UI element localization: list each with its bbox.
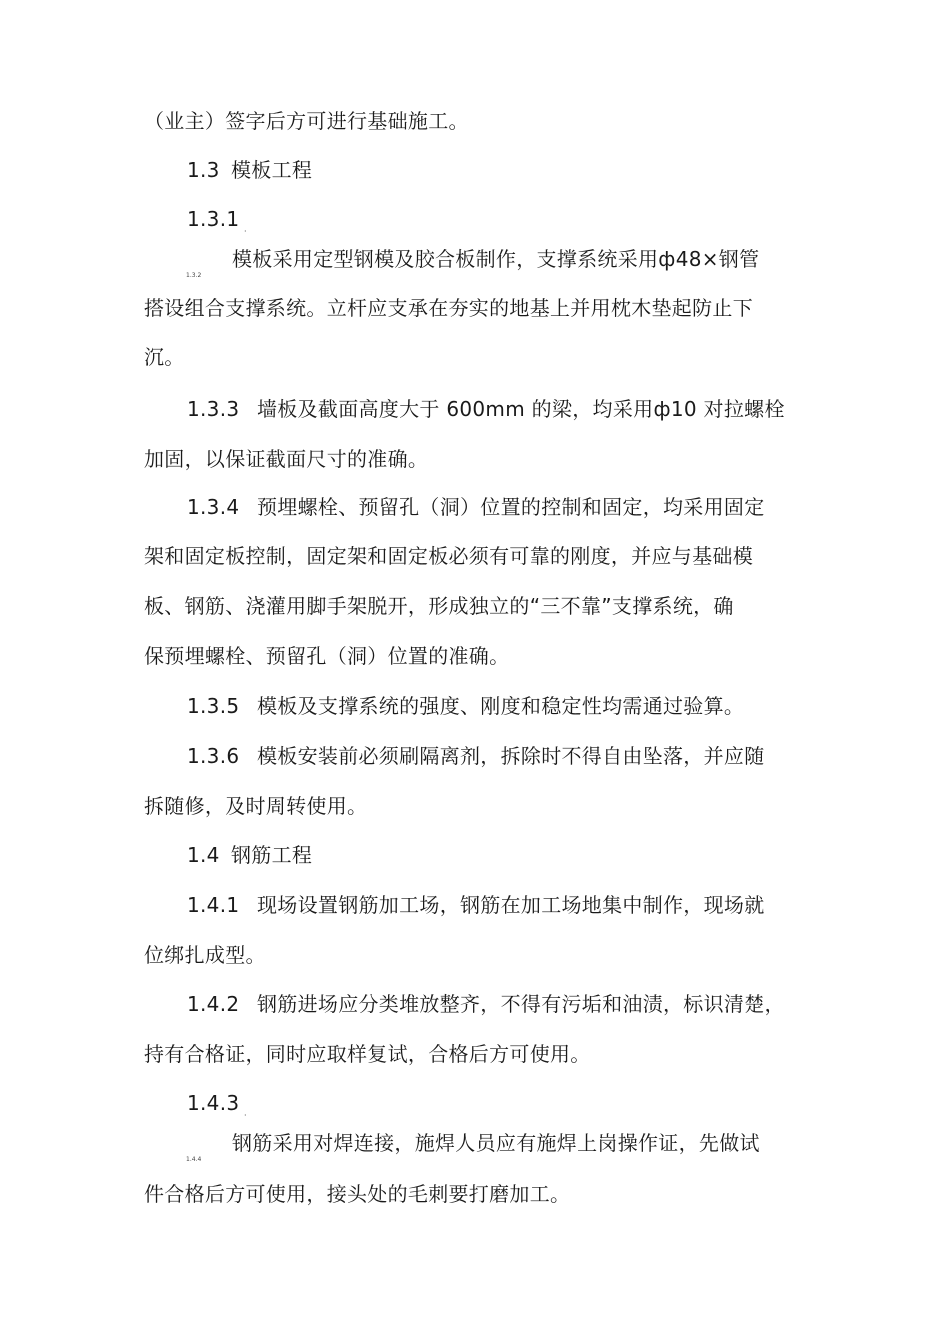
clause-number-small: 1.4.4 <box>186 1156 202 1163</box>
clause-1-3-5 <box>187 691 744 721</box>
section-title: 钢筋工程 <box>231 843 313 867</box>
paragraph-line <box>144 106 469 136</box>
clause-number: 1.3.5 <box>187 694 240 718</box>
paragraph-line <box>232 1128 760 1158</box>
paragraph-line <box>144 541 753 571</box>
clause-number: 1.3.3 <box>187 397 240 421</box>
paragraph-line <box>144 293 753 323</box>
text: 加固，以保证截面尺寸的准确。 <box>144 447 429 471</box>
clause-number: 1.3.4 <box>187 495 240 519</box>
text: 墙板及截面高度大于 600mm 的梁，均采用ф10 对拉螺栓 <box>257 397 785 421</box>
text: 模板安装前必须刷隔离剂，拆除时不得自由坠落，并应随 <box>257 744 765 768</box>
clause-number: 1.4.2 <box>187 992 240 1016</box>
clause-number: 1.4.3 <box>187 1091 240 1115</box>
clause-number-small: 1.3.2 <box>186 272 202 279</box>
section-number: 1.3 <box>187 158 220 182</box>
clause-1-3-4 <box>187 492 765 522</box>
text: 件合格后方可使用，接头处的毛刺要打磨加工。 <box>144 1182 571 1206</box>
paragraph-line <box>144 641 509 671</box>
paragraph-line <box>144 342 185 372</box>
text: 钢筋进场应分类堆放整齐，不得有污垢和油渍，标识清楚， <box>257 992 785 1016</box>
text: 模板采用定型钢模及胶合板制作，支撑系统采用ф48×钢管 <box>232 247 760 271</box>
text: 位绑扎成型。 <box>144 943 266 967</box>
clause-number: 1.4.1 <box>187 893 240 917</box>
text: 沉。 <box>144 345 185 369</box>
paragraph-line <box>144 591 734 621</box>
text: 现场设置钢筋加工场，钢筋在加工场地集中制作，现场就 <box>257 893 765 917</box>
text: 架和固定板控制，固定架和固定板必须有可靠的刚度，并应与基础模 <box>144 544 753 568</box>
paragraph-line <box>232 244 759 274</box>
text: 预埋螺栓、预留孔（洞）位置的控制和固定，均采用固定 <box>257 495 765 519</box>
text: （业主）签字后方可进行基础施工。 <box>144 109 469 133</box>
paragraph-line <box>144 940 266 970</box>
paragraph-line <box>144 1179 570 1209</box>
section-heading-1-4 <box>187 840 312 870</box>
text: 保预埋螺栓、预留孔（洞）位置的准确。 <box>144 644 510 668</box>
paragraph-line <box>144 1039 591 1069</box>
clause-1-4-2 <box>187 989 785 1019</box>
clause-number: 1.3.6 <box>187 744 240 768</box>
text: 钢筋采用对焊连接，施焊人员应有施焊上岗操作证，先做试 <box>232 1131 760 1155</box>
clause-1-4-1 <box>187 890 765 920</box>
clause-number-1-4-3 <box>187 1088 239 1118</box>
stray-mark: · <box>244 227 247 236</box>
section-title: 模板工程 <box>231 158 313 182</box>
text: 搭设组合支撑系统。立杆应支承在夯实的地基上并用枕木垫起防止下 <box>144 296 753 320</box>
clause-number: 1.3.1 <box>187 207 240 231</box>
stray-mark: · <box>244 1111 247 1120</box>
clause-1-3-3 <box>187 394 785 424</box>
section-number: 1.4 <box>187 843 220 867</box>
clause-1-3-6 <box>187 741 765 771</box>
paragraph-line <box>144 791 367 821</box>
clause-number-1-3-1 <box>187 204 239 234</box>
text: 持有合格证，同时应取样复试，合格后方可使用。 <box>144 1042 591 1066</box>
section-heading-1-3 <box>187 155 312 185</box>
text: 模板及支撑系统的强度、刚度和稳定性均需通过验算。 <box>257 694 745 718</box>
text: 板、钢筋、浇灌用脚手架脱开，形成独立的“三不靠”支撑系统，确 <box>144 594 734 618</box>
paragraph-line <box>144 444 428 474</box>
text: 拆随修，及时周转使用。 <box>144 794 368 818</box>
